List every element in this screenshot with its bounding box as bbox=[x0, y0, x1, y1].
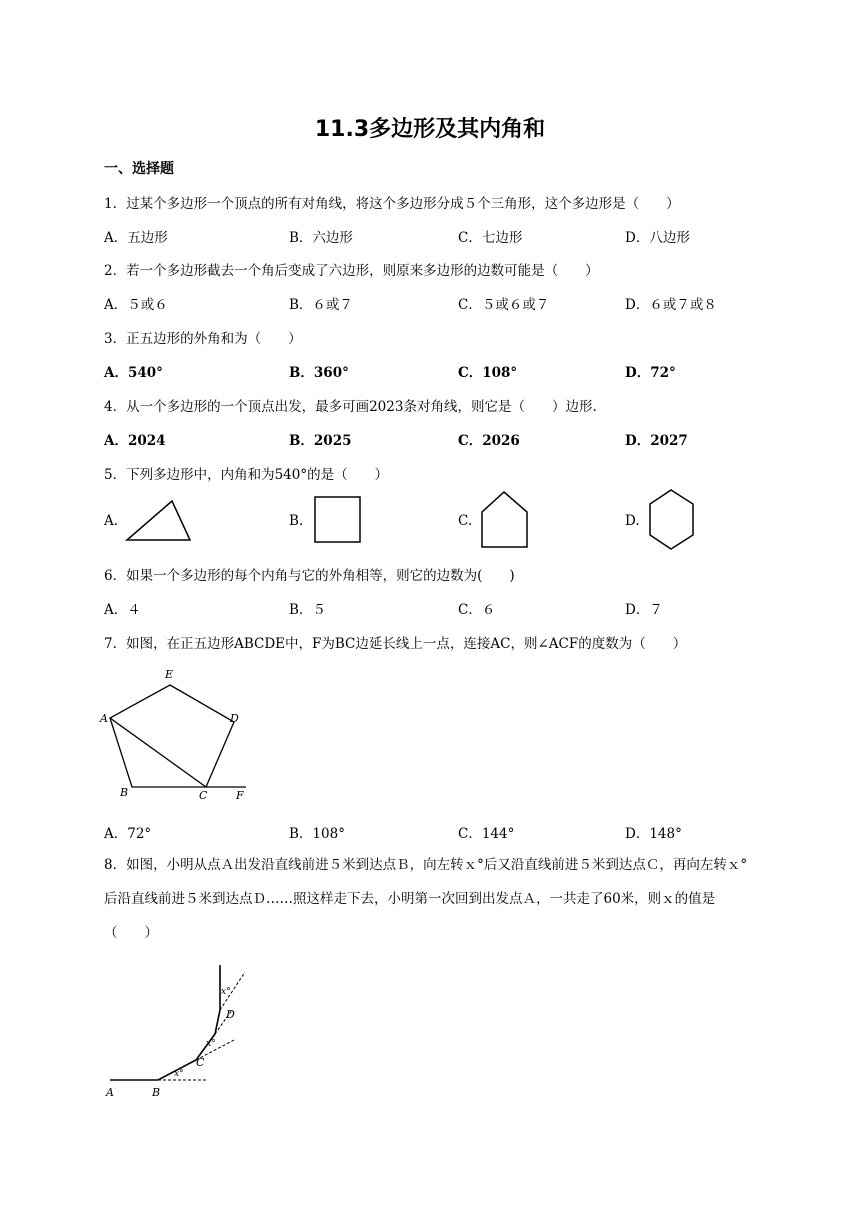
pentagon-abcde-figure bbox=[100, 665, 260, 805]
question-8-stem: 8．如图，小明从点Ａ出发沿直线前进５米到达点Ｂ，向左转ｘ°后又沿直线前进５米到达点Ｃ，再向左转ｘ°后沿直线前进５米到达点Ｄ……照这样走下去，小明第一次回到出发点Ａ，一共走了60米，则ｘ的值是（ ） bbox=[104, 857, 748, 941]
q2-option-a: A．５或６ bbox=[104, 297, 168, 313]
label-a: A bbox=[100, 712, 108, 725]
q2-option-d: D．６或７或８ bbox=[625, 297, 717, 313]
q1-option-a: A．五边形 bbox=[104, 230, 168, 246]
q2-option-b: B．６或７ bbox=[289, 297, 353, 313]
label-d: D bbox=[226, 1008, 235, 1021]
label-e: E bbox=[165, 668, 174, 681]
question-4-stem: 4．从一个多边形的一个顶点出发，最多可画2023条对角线，则它是（ ）边形. bbox=[104, 399, 597, 415]
q7-option-b: B．108° bbox=[289, 826, 345, 842]
q6-option-d: D．７ bbox=[625, 602, 663, 618]
question-6-stem: 6．如果一个多边形的每个内角与它的外角相等，则它的边数为( ) bbox=[104, 568, 515, 584]
angle-label-d: x° bbox=[221, 987, 231, 997]
q3-option-c: C．108° bbox=[458, 365, 518, 381]
section-heading: 一、选择题 bbox=[104, 161, 174, 177]
q4-option-d: D．2027 bbox=[625, 433, 688, 449]
question-5-stem: 5．下列多边形中，内角和为540°的是（ ） bbox=[104, 467, 389, 483]
walking-path-figure bbox=[100, 960, 260, 1105]
label-c: C bbox=[196, 1056, 205, 1069]
q1-option-d: D．八边形 bbox=[625, 230, 690, 246]
q4-option-c: C．2026 bbox=[458, 433, 520, 449]
q3-option-a: A．540° bbox=[104, 365, 163, 381]
label-b: B bbox=[152, 1086, 161, 1099]
angle-label-b: x° bbox=[174, 1069, 184, 1079]
q6-option-a: A．４ bbox=[104, 602, 141, 618]
pentagon-figure bbox=[481, 491, 531, 551]
q5-option-d: D. bbox=[625, 513, 640, 529]
q5-option-b: B. bbox=[289, 513, 304, 529]
q1-option-b: B．六边形 bbox=[289, 230, 353, 246]
page-title: 11.3多边形及其内角和 bbox=[314, 117, 546, 142]
label-c: C bbox=[199, 789, 208, 802]
hexagon-figure bbox=[649, 489, 699, 553]
q7-option-c: C．144° bbox=[458, 826, 515, 842]
q3-option-d: D．72° bbox=[625, 365, 676, 381]
label-b: B bbox=[120, 786, 129, 799]
angle-label-c: x° bbox=[206, 1039, 216, 1049]
q4-option-a: A．2024 bbox=[104, 433, 166, 449]
question-1-stem: 1．过某个多边形一个顶点的所有对角线，将这个多边形分成５个三角形，这个多边形是（ ） bbox=[104, 196, 680, 212]
q5-option-a: A. bbox=[104, 513, 119, 529]
q7-option-a: A．72° bbox=[104, 826, 152, 842]
question-2-stem: 2．若一个多边形截去一个角后变成了六边形，则原来多边形的边数可能是（ ） bbox=[104, 263, 599, 279]
q6-option-c: C．６ bbox=[458, 602, 496, 618]
q2-option-c: C．５或６或７ bbox=[458, 297, 550, 313]
label-a: A bbox=[106, 1086, 114, 1099]
square-figure bbox=[314, 496, 364, 546]
label-f: F bbox=[236, 789, 244, 802]
triangle-figure bbox=[126, 500, 196, 545]
question-3-stem: 3．正五边形的外角和为（ ） bbox=[104, 331, 302, 347]
q1-option-c: C．七边形 bbox=[458, 230, 523, 246]
q5-option-c: C. bbox=[458, 513, 473, 529]
q7-option-d: D．148° bbox=[625, 826, 682, 842]
question-7-stem: 7．如图，在正五边形ABCDE中，F为BC边延长线上一点，连接AC，则∠ACF的度数为（ ） bbox=[104, 636, 687, 652]
q6-option-b: B．５ bbox=[289, 602, 326, 618]
q4-option-b: B．2025 bbox=[289, 433, 352, 449]
label-d: D bbox=[230, 712, 239, 725]
q3-option-b: B．360° bbox=[289, 365, 349, 381]
